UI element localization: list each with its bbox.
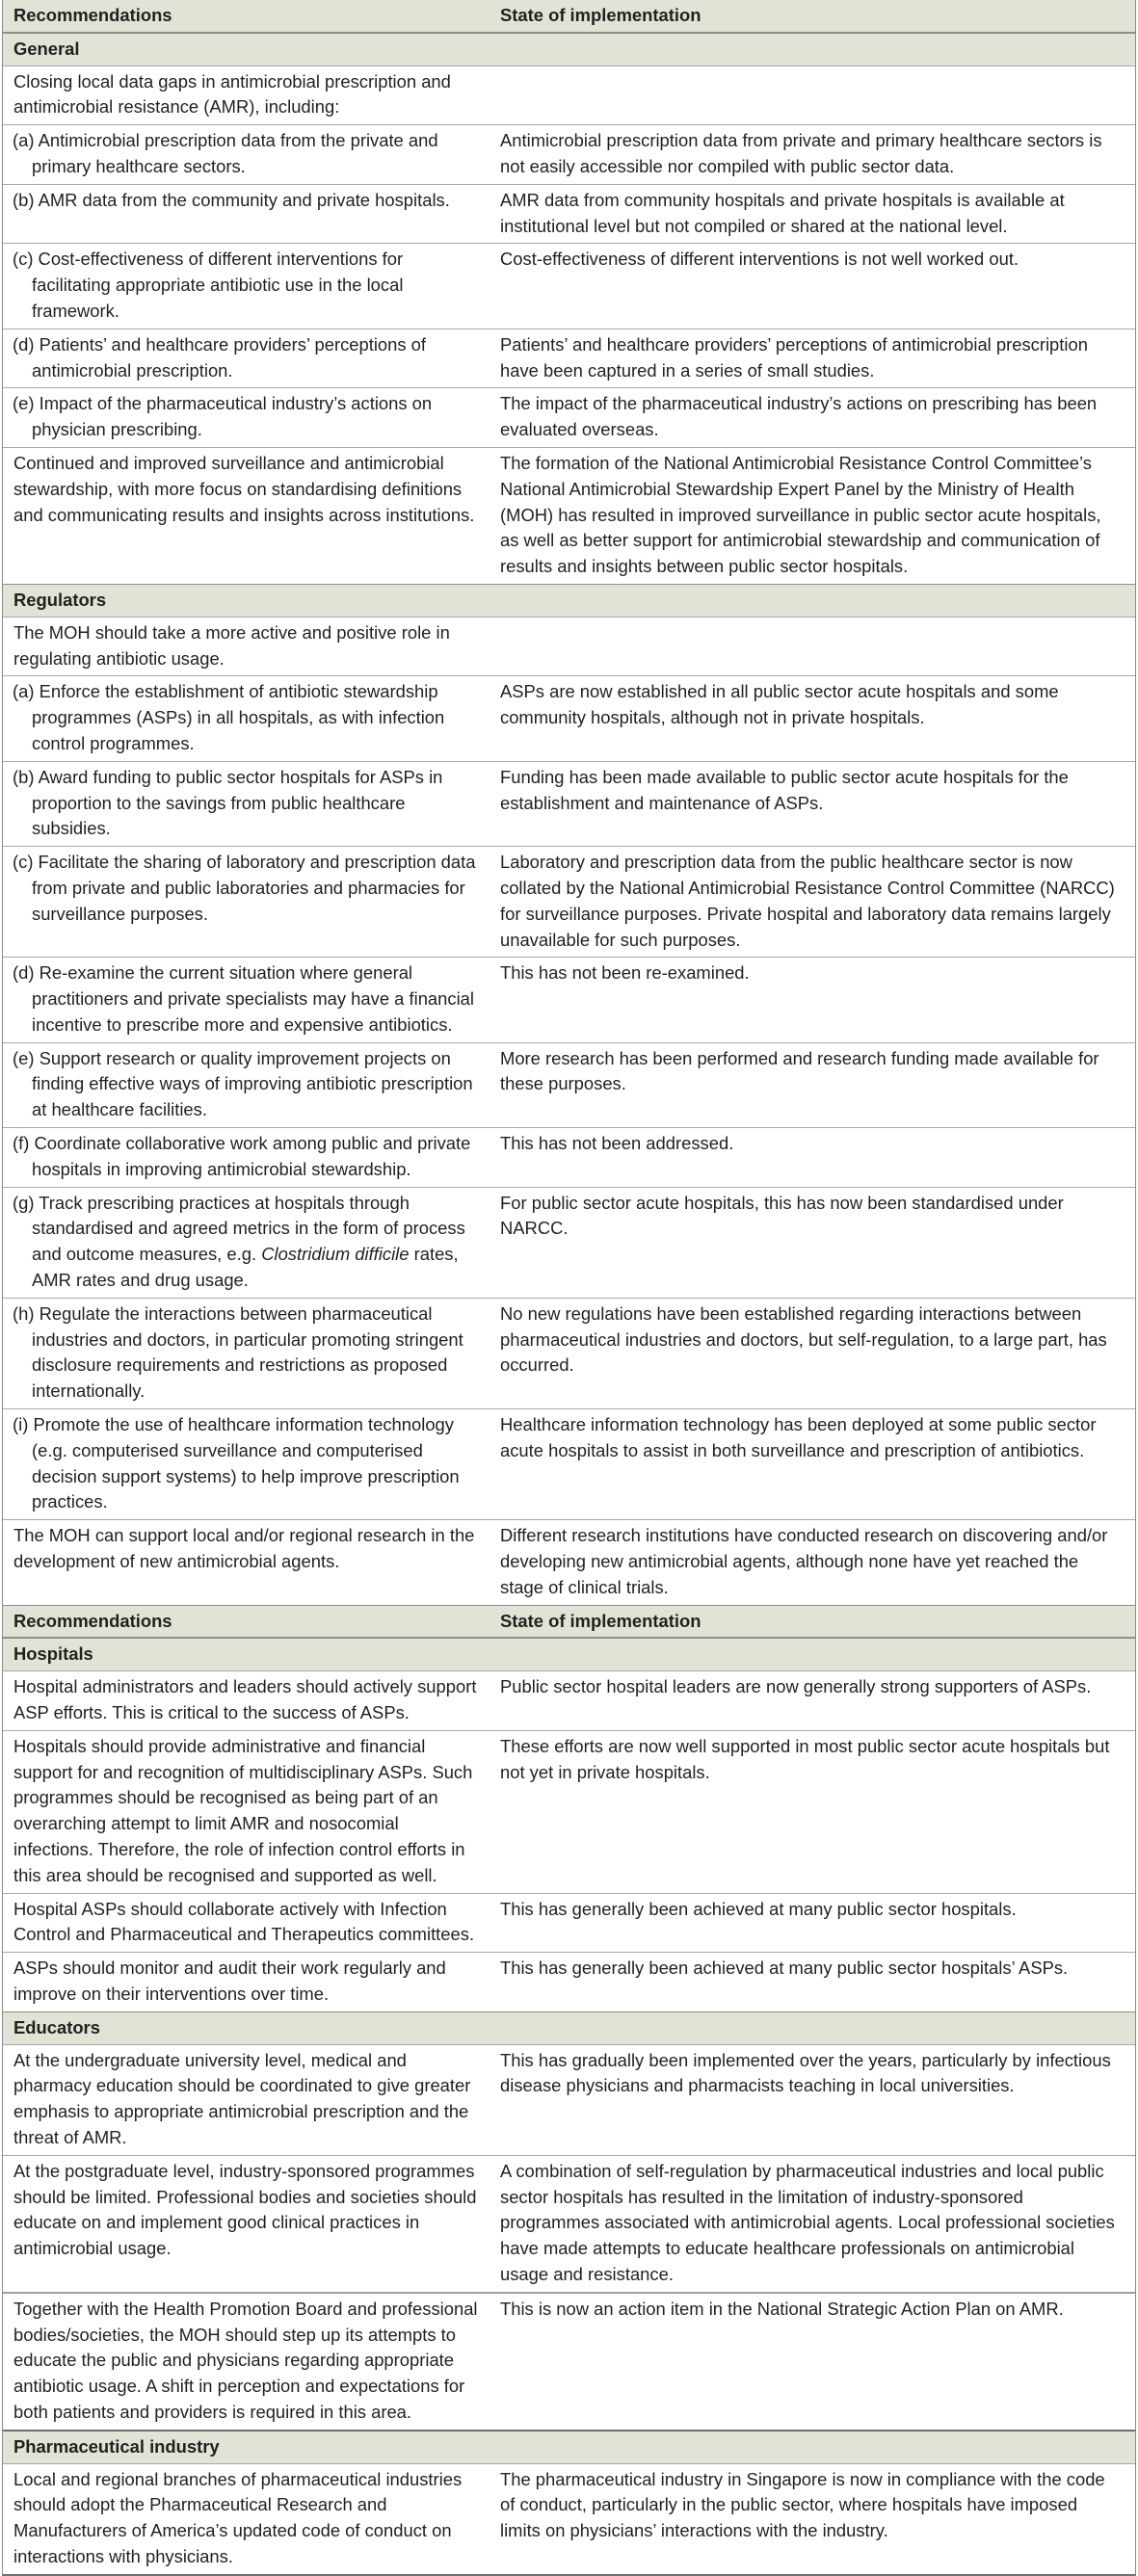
state-cell: Antimicrobial prescription data from private and primary healthcare sectors is not easily accessible nor compiled with public sector data. [500,130,1102,176]
recommendation-cell: ASPs should monitor and audit their work regularly and improve on their interventions over time. [13,1958,446,2004]
table-row [3,1519,1135,1604]
table-row [3,1187,1135,1298]
recommendation-cell: (c) Cost-effectiveness of different interventions for facilitating appropriate antibiotic use in the local framework. [13,249,404,321]
section-educators [3,2011,1135,2044]
recommendation-cell: (b) Award funding to public sector hospitals for ASPs in proportion to the savings from public healthcare subsidies. [13,766,443,839]
state-cell: The formation of the National Antimicrobial Resistance Control Committee’s National Antimicrobial Stewardship Expert Panel by the Ministry of Health (MOH) has resulted in improved surveillance in public sector acute hospitals, as well as better support for antimicrobial stewardship and communication of results and insights between public sector hospitals. [500,452,1101,577]
recommendation-cell: Hospitals should provide administrative and financial support for and recognition of multidisciplinary ASPs. Such programmes should be recognised as being part of an overarching attempt to limit AMR and nosocomial infections. Therefore, the role of infection control efforts in this area should be recognised and supported as well. [13,1735,473,1885]
recommendation-cell: Local and regional branches of pharmaceutical industries should adopt the Pharmaceutical Research and Manufacturers of America’s updated code of conduct on interactions with physicians. [13,2468,463,2566]
table-row [3,1730,1135,1893]
recommendation-cell: Together with the Health Promotion Board and professional bodies/societies, the MOH should step up its attempts to educate the public and physicians regarding appropriate antibiotic usage. A shift in perception and expectations for both patients and providers is required in this area. [13,2298,478,2422]
recommendation-cell: (b) AMR data from the community and private hospitals. [13,189,450,210]
table-row [3,387,1135,447]
table-row [3,1298,1135,1408]
recommendation-cell: (h) Regulate the interactions between pharmaceutical industries and doctors, in particular promoting stringent disclosure requirements and restrictions as proposed internationally. [13,1302,463,1402]
state-cell: Cost-effectiveness of different interventions is not well worked out. [500,249,1019,270]
state-cell: AMR data from community hospitals and private hospitals is available at institutional level but not compiled or shared at the national level. [500,189,1065,236]
col-header-recommendations: Recommendations [13,5,172,25]
table-row [3,184,1135,244]
section-title: Regulators [13,589,107,610]
table-row [3,761,1135,846]
intro-text: The MOH should take a more active and positive role in regulating antibiotic usage. [13,621,450,669]
table-row [3,846,1135,957]
section-pharmaceutical-industry [3,2430,1135,2463]
table-row [3,1408,1135,1519]
section-title: General [13,38,80,59]
state-cell: This has generally been achieved at many public sector hospitals. [500,1898,1017,1919]
section-intro [3,617,1135,676]
recommendation-text: (g) Track prescribing practices at hospitals through standardised and agreed metrics in the form of process and outcome measures, e.g. [13,1192,465,1265]
table-row [3,447,1135,584]
state-cell: The pharmaceutical industry in Singapore is now in compliance with the code of conduct, particularly in the public sector, where hospitals have imposed limits on physicians’ interactions with the industry. [500,2468,1105,2541]
state-cell: Funding has been made available to public sector acute hospitals for the establishment and maintenance of ASPs. [500,766,1069,813]
recommendation-cell: At the postgraduate level, industry-sponsored programmes should be limited. Professional bodies and societies should educate on and implement good clinical practices in antimicrobial usage. [13,2160,477,2259]
recommendation-cell: Hospital administrators and leaders should actively support ASP efforts. This is critical to the success of ASPs. [13,1676,477,1723]
table-row [3,2292,1135,2430]
table-row [3,957,1135,1041]
recommendation-cell: At the undergraduate university level, medical and pharmacy education should be coordinated to give greater emphasis to appropriate antimicrobial prescription and the threat of AMR. [13,2049,471,2147]
table-row [3,1042,1135,1127]
state-cell: For public sector acute hospitals, this has now been standardised under NARCC. [500,1192,1064,1239]
recommendation-cell: (d) Re-examine the current situation where general practitioners and private specialists may have a financial incentive to prescribe more and expensive antibiotics. [13,962,474,1035]
state-cell: This has not been re-examined. [500,962,750,984]
state-cell: No new regulations have been established regarding interactions between pharmaceutical industries and doctors, but self-regulation, to a large part, has occurred. [500,1302,1107,1376]
recommendation-cell: (d) Patients’ and healthcare providers’ perceptions of antimicrobial prescription. [13,333,427,381]
state-cell: ASPs are now established in all public sector acute hospitals and some community hospitals, although not in private hospitals. [500,681,1059,728]
table-row [3,675,1135,760]
state-cell: Different research institutions have conducted research on discovering and/or developing new antimicrobial agents, although none have yet reached the stage of clinical trials. [500,1525,1108,1597]
organism-name: Clostridium difficile [261,1244,410,1265]
table-row [3,329,1135,388]
recommendation-cell: (f) Coordinate collaborative work among public and private hospitals in improving antimicrobial stewardship. [13,1133,471,1179]
recommendations-table [2,0,1136,2576]
section-title: Educators [13,2016,100,2037]
state-cell: This has not been addressed. [500,1133,734,1154]
recommendation-cell: The MOH can support local and/or regional research in the development of new antimicrobial agents. [13,1525,475,1572]
section-title: Hospitals [13,1643,93,1665]
state-cell: A combination of self-regulation by pharmaceutical industries and local public sector hospitals has resulted in the limitation of industry-sponsored programmes associated with antimicrobial agents. Local professional societies have made attempts to educate healthcare professionals on antimicrobial usage and resistance. [500,2160,1115,2284]
col-header-state: State of implementation [500,5,701,25]
recommendation-cell: (i) Promote the use of healthcare information technology (e.g. computerised surveillance and computerised decision support systems) to help improve prescription practices. [13,1414,460,1512]
section-hospitals [3,1638,1135,1670]
table-row [3,1893,1135,1953]
table-header [3,0,1135,33]
intro-text: Closing local data gaps in antimicrobial prescription and antimicrobial resistance (AMR), including: [13,70,451,118]
state-cell: The impact of the pharmaceutical industry’s actions on prescribing has been evaluated overseas. [500,393,1098,440]
state-cell: Patients’ and healthcare providers’ perceptions of antimicrobial prescription have been captured in a series of small studies. [500,333,1088,381]
col-header-recommendations: Recommendations [13,1610,172,1631]
table-row [3,2155,1135,2292]
table-row [3,1952,1135,2011]
section-general [3,33,1135,66]
recommendation-cell: (a) Antimicrobial prescription data from the private and primary healthcare sectors. [13,130,438,176]
state-cell: Healthcare information technology has been deployed at some public sector acute hospitals to assist in both surveillance and prescription of antibiotics. [500,1414,1097,1460]
recommendation-cell: (e) Support research or quality improvement projects on finding effective ways of improving antibiotic prescription at healthcare facilities. [13,1047,473,1120]
table-row [3,124,1135,184]
table-header-repeat [3,1605,1135,1639]
section-title: Pharmaceutical industry [13,2435,220,2457]
section-intro [3,66,1135,125]
recommendation-cell [3,1188,492,1298]
recommendation-cell: (c) Facilitate the sharing of laboratory and prescription data from private and public laboratories and pharmacies for surveillance purposes. [13,852,476,924]
state-cell: Public sector hospital leaders are now generally strong supporters of ASPs. [500,1676,1092,1697]
col-header-state: State of implementation [500,1610,701,1631]
state-cell: This has generally been achieved at many public sector hospitals’ ASPs. [500,1958,1069,1979]
table-row [3,1670,1135,1730]
recommendation-cell: (a) Enforce the establishment of antibiotic stewardship programmes (ASPs) in all hospitals, as with infection control programmes. [13,681,445,753]
state-cell: Laboratory and prescription data from the public healthcare sector is now collated by the National Antimicrobial Resistance Control Committee (NARCC) for surveillance purposes. Private hospital and laboratory data remains largely unavailable for such purposes. [500,852,1115,950]
table-row [3,1127,1135,1187]
table-row [3,2463,1135,2574]
section-regulators [3,584,1135,617]
state-cell: This is now an action item in the National Strategic Action Plan on AMR. [500,2298,1064,2319]
state-cell: This has gradually been implemented over the years, particularly by infectious disease physicians and pharmacists teaching in local universities. [500,2049,1111,2096]
recommendation-cell: Continued and improved surveillance and antimicrobial stewardship, with more focus on standardising definitions and communicating results and insights across institutions. [13,452,475,525]
recommendation-cell: (e) Impact of the pharmaceutical industry’s actions on physician prescribing. [13,393,433,440]
state-cell: These efforts are now well supported in most public sector acute hospitals but not yet in private hospitals. [500,1735,1110,1782]
recommendation-text-end: rates, AMR rates and drug usage. [32,1244,459,1291]
table-row [3,243,1135,328]
recommendation-cell: Hospital ASPs should collaborate actively with Infection Control and Pharmaceutical and Therapeutics committees. [13,1898,475,1945]
state-cell: More research has been performed and research funding made available for these purposes. [500,1047,1099,1094]
table-row [3,2044,1135,2155]
